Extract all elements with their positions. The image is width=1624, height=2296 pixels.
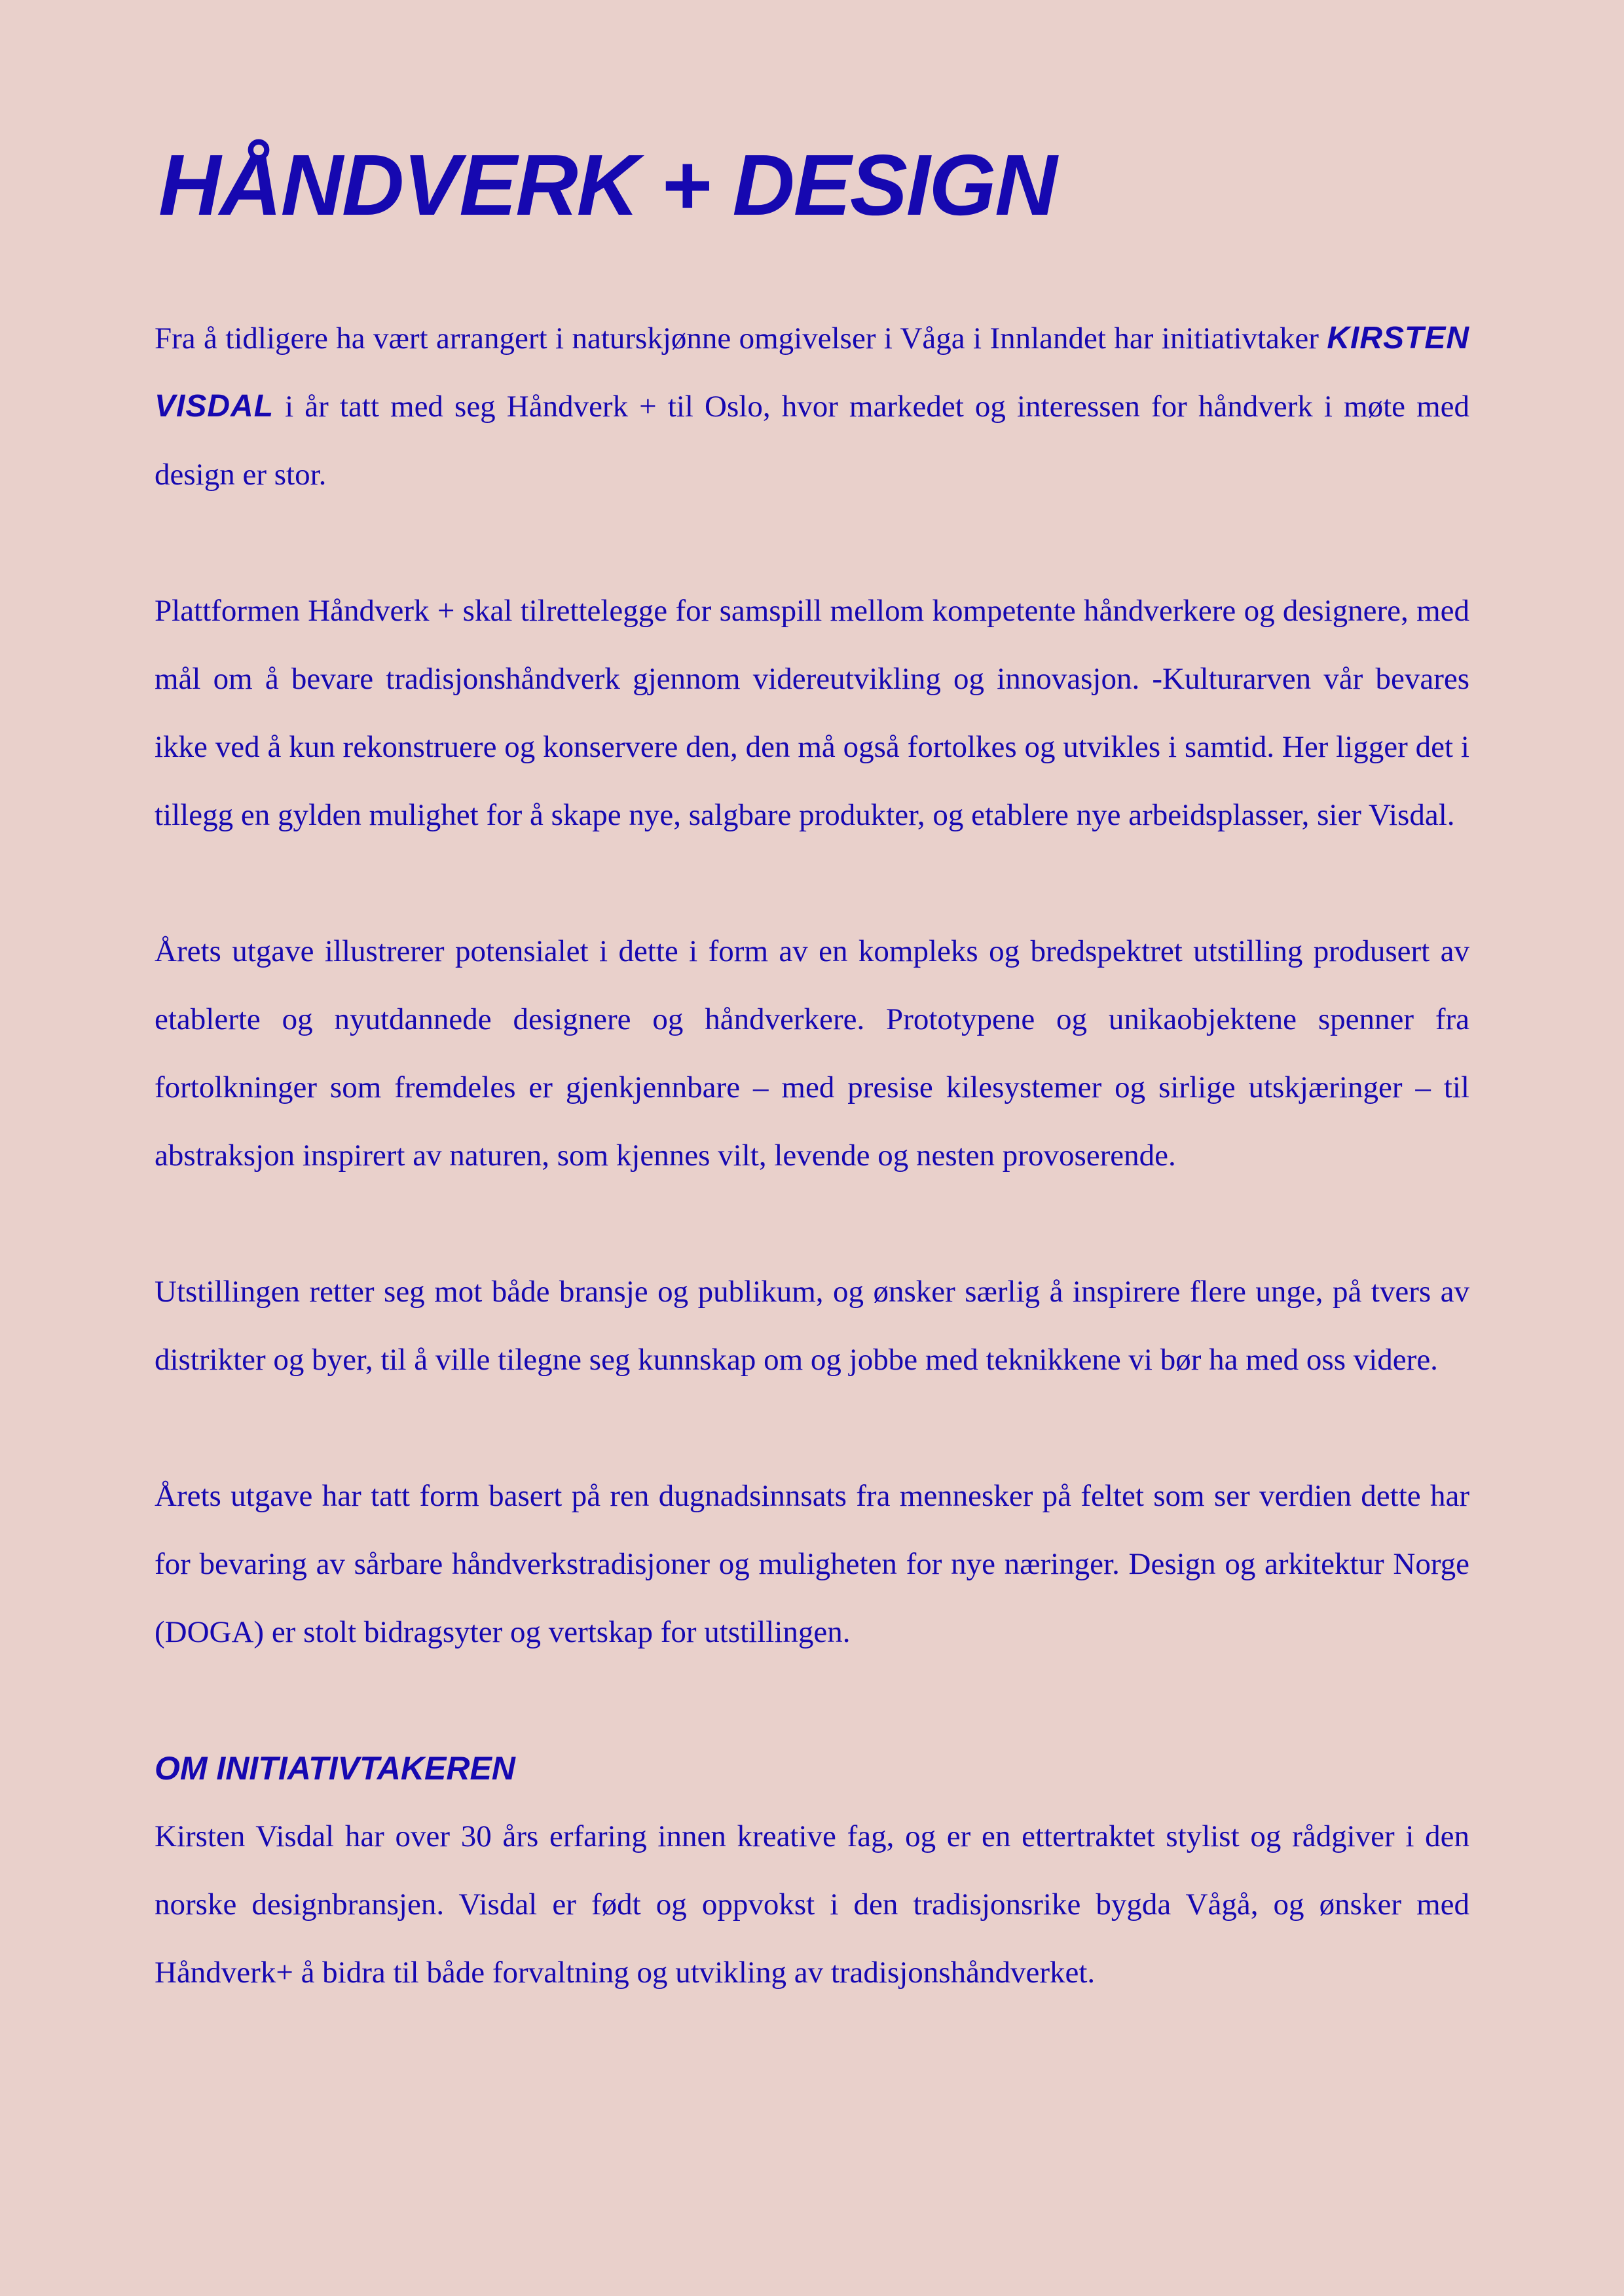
about-paragraph: Kirsten Visdal har over 30 års erfaring innen kreative fag, og er en ettertraktet stylist og rådgiver i den norske designbransjen. Visdal er født og oppvokst i den tradisjonsrike bygda Vågå, og ønsker med Håndverk+ å bidra til både forvaltning og utvikling av tradisjonshåndverket.: [155, 1819, 1469, 1990]
intro-paragraph: [155, 304, 1469, 509]
paragraph-volunteer: Årets utgave har tatt form basert på ren dugnadsinnsats fra mennesker på feltet som ser verdien dette har for bevaring av sårbare håndverkstradisjoner og muligheten for nye næringer. Design og arkitektur Norge (DOGA) er stolt bidragsyter og vertskap for utstillingen.: [155, 1479, 1469, 1649]
initiator-name: KIRSTEN VISDAL: [155, 321, 1470, 424]
body-text: [155, 304, 1469, 2007]
paragraph-platform: Plattformen Håndverk + skal tilrettelegge for samspill mellom kompetente håndverkere og designere, med mål om å bevare tradisjonshåndverk gjennom videreutvikling og innovasjon. -Kulturarven vår bevares ikke ved å kun rekonstruere og konservere den, den må også fortolkes og utvikles i samtid. Her ligger det i tillegg en gylden mulighet for å skape nye, salgbare produkter, og etablere nye arbeidsplasser, sier Visdal.: [155, 594, 1469, 832]
intro-text-after: i år tatt med seg Håndverk + til Oslo, hvor markedet og interessen for håndverk i møte med design er stor.: [155, 390, 1470, 492]
intro-text-before: Fra å tidligere ha vært arrangert i naturskjønne omgivelser i Våga i Innlandet har initiativtaker: [155, 321, 1319, 355]
paragraph-audience: Utstillingen retter seg mot både bransje og publikum, og ønsker særlig å inspirere flere unge, på tvers av distrikter og byer, til å ville tilegne seg kunnskap om og jobbe med teknikkene vi bør ha med oss videre.: [155, 1275, 1469, 1377]
about-heading: OM INITIATIVTAKEREN: [155, 1750, 515, 1787]
paragraph-exhibition: Årets utgave illustrerer potensialet i dette i form av en kompleks og bredspektret utstilling produsert av etablerte og nyutdannede designere og håndverkere. Prototypene og unikaobjektene spenner fra fortolkninger som fremdeles er gjenkjennbare – med presise kilesystemer og sirlige utskjæringer – til abstraksjon inspirert av naturen, som kjennes vilt, levende og nesten provoserende.: [155, 934, 1469, 1173]
page-title: HÅNDVERK + DESIGN: [158, 137, 1056, 233]
